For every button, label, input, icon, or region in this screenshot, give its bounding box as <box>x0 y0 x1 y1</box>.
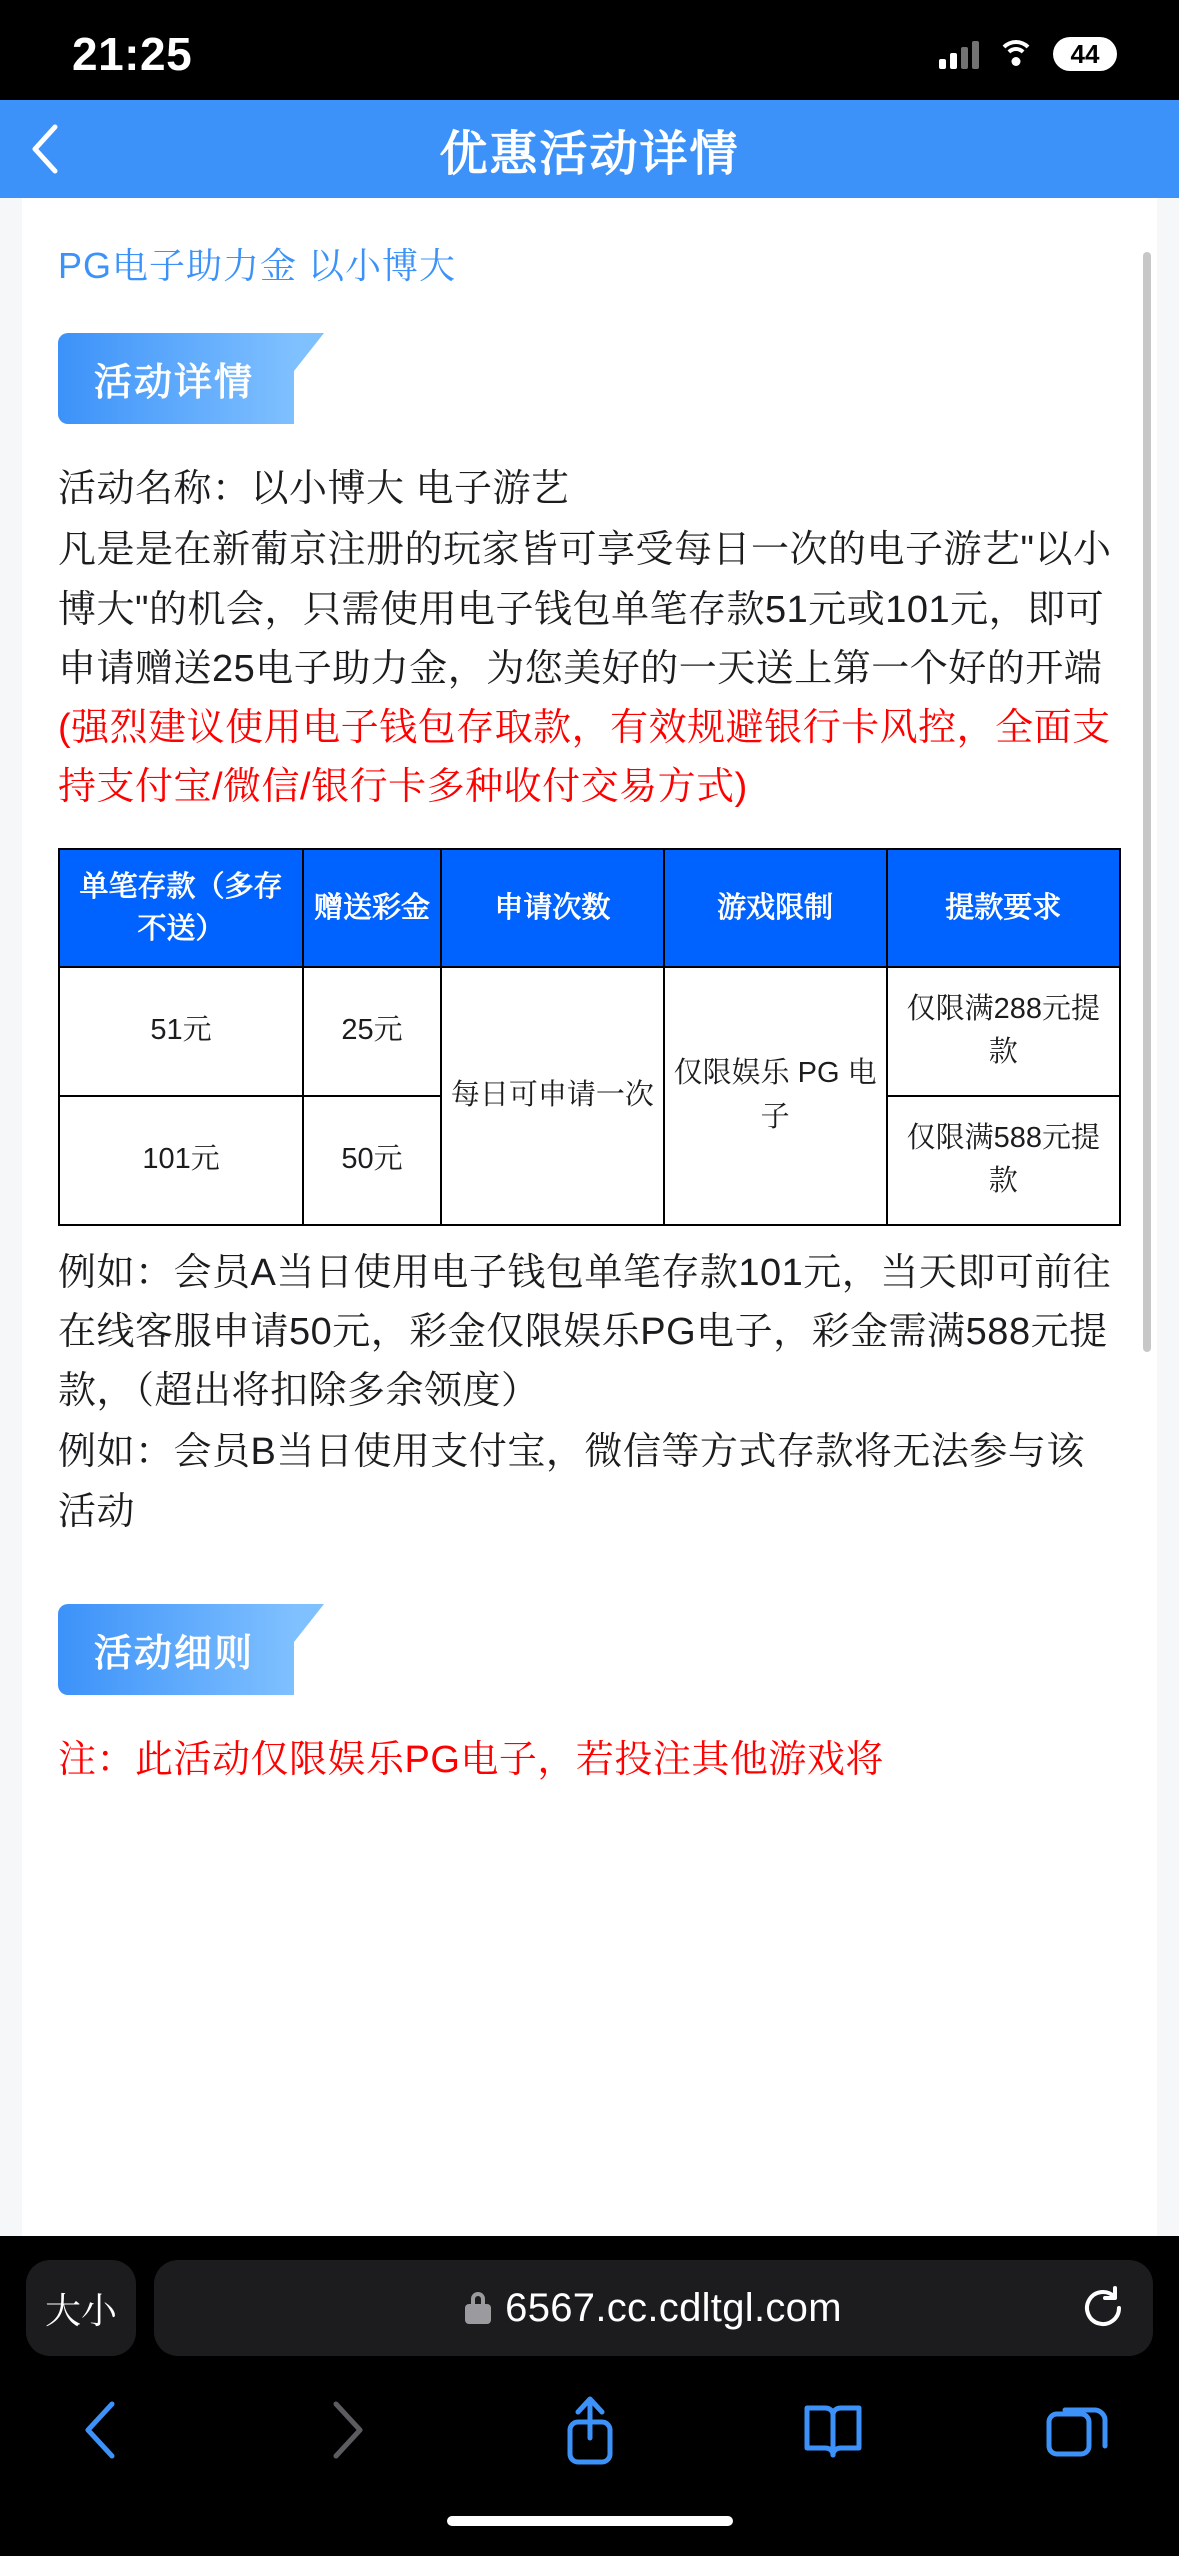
browser-toolbar <box>0 2370 1179 2486</box>
example-a: 例如：会员A当日使用电子钱包单笔存款101元，当天即可前往在线客服申请50元，彩金仅限娱乐PG电子，彩金需满588元提款，（超出将扣除多余领度） <box>58 1251 1112 1413</box>
page-body <box>0 198 1179 2236</box>
share-button[interactable] <box>544 2384 636 2476</box>
content-card <box>22 198 1157 2236</box>
th-game-limit: 游戏限制 <box>664 849 887 967</box>
cell-deposit-2: 101元 <box>59 1096 303 1225</box>
section-title-activity-rules: 活动细则 <box>58 1604 294 1695</box>
browser-back-button[interactable] <box>56 2384 148 2476</box>
page-title: 优惠活动详情 <box>439 127 740 181</box>
back-button[interactable] <box>0 100 90 198</box>
promo-table-head <box>59 849 1120 967</box>
address-bar[interactable] <box>154 2260 1153 2356</box>
url-row <box>0 2236 1179 2370</box>
activity-description-warning: (强烈建议使用电子钱包存取款，有效规避银行卡风控，全面支持支付宝/微信/银行卡多种收付交易方式) <box>58 707 1111 809</box>
cell-withdraw-2: 仅限满588元提款 <box>887 1096 1120 1225</box>
table-row <box>59 967 1120 1096</box>
status-indicators <box>939 29 1117 71</box>
status-bar <box>0 0 1179 100</box>
bookmarks-button[interactable] <box>787 2384 879 2476</box>
th-deposit: 单笔存款（多存不送） <box>59 849 303 967</box>
chevron-left-icon <box>29 123 61 175</box>
page-scrollbar[interactable] <box>1143 252 1151 1352</box>
example-b: 例如：会员B当日使用支付宝，微信等方式存款将无法参与该活动 <box>58 1431 1085 1533</box>
page-size-button[interactable]: 大小 <box>26 2260 136 2356</box>
share-icon <box>560 2394 620 2466</box>
examples-block <box>58 1244 1121 1542</box>
browser-forward-button[interactable] <box>300 2384 392 2476</box>
promo-table-body <box>59 967 1120 1225</box>
wifi-icon <box>997 40 1035 68</box>
cell-bonus-1: 25元 <box>303 967 441 1096</box>
browser-bottom-bars <box>0 2236 1179 2556</box>
activity-description-text: 凡是是在新葡京注册的玩家皆可享受每日一次的电子游艺"以小博大"的机会，只需使用电子钱包单笔存款51元或101元，即可申请赠送25电子助力金，为您美好的一天送上第一个好的开端 <box>58 529 1112 690</box>
cell-deposit-1: 51元 <box>59 967 303 1096</box>
cell-game-limit-merged: 仅限娱乐 PG 电子 <box>664 967 887 1225</box>
battery-indicator: 44 <box>1053 37 1117 71</box>
section-banner-details <box>58 333 1121 424</box>
activity-description <box>58 521 1121 817</box>
cell-withdraw-1: 仅限满288元提款 <box>887 967 1120 1096</box>
reload-icon <box>1079 2284 1127 2332</box>
section-banner-rules <box>58 1604 1121 1695</box>
cellular-signal-icon <box>939 39 979 69</box>
status-time: 21:25 <box>72 28 193 80</box>
book-icon <box>801 2400 865 2460</box>
cell-bonus-2: 50元 <box>303 1096 441 1225</box>
home-indicator-area <box>0 2486 1179 2556</box>
breadcrumb[interactable]: PG电子助力金 以小博大 <box>58 245 457 286</box>
reload-button[interactable] <box>1079 2284 1127 2332</box>
table-header-row <box>59 849 1120 967</box>
cell-times-merged: 每日可申请一次 <box>441 967 664 1225</box>
th-bonus: 赠送彩金 <box>303 849 441 967</box>
tabs-icon <box>1045 2400 1109 2460</box>
spacer <box>58 1544 1121 1604</box>
rules-note: 注：此活动仅限娱乐PG电子，若投注其他游戏将 <box>58 1739 884 1782</box>
th-times: 申请次数 <box>441 849 664 967</box>
chevron-right-icon <box>326 2400 366 2460</box>
chevron-left-icon <box>82 2400 122 2460</box>
th-withdraw: 提款要求 <box>887 849 1120 967</box>
activity-name-line: 活动名称：以小博大 电子游艺 <box>58 468 570 510</box>
home-indicator[interactable] <box>447 2516 733 2526</box>
promo-table <box>58 848 1121 1226</box>
lock-icon <box>465 2292 491 2324</box>
page-header <box>0 100 1179 198</box>
address-bar-url: 6567.cc.cdltgl.com <box>505 2285 842 2330</box>
tabs-button[interactable] <box>1031 2384 1123 2476</box>
section-title-activity-details: 活动详情 <box>58 333 294 424</box>
